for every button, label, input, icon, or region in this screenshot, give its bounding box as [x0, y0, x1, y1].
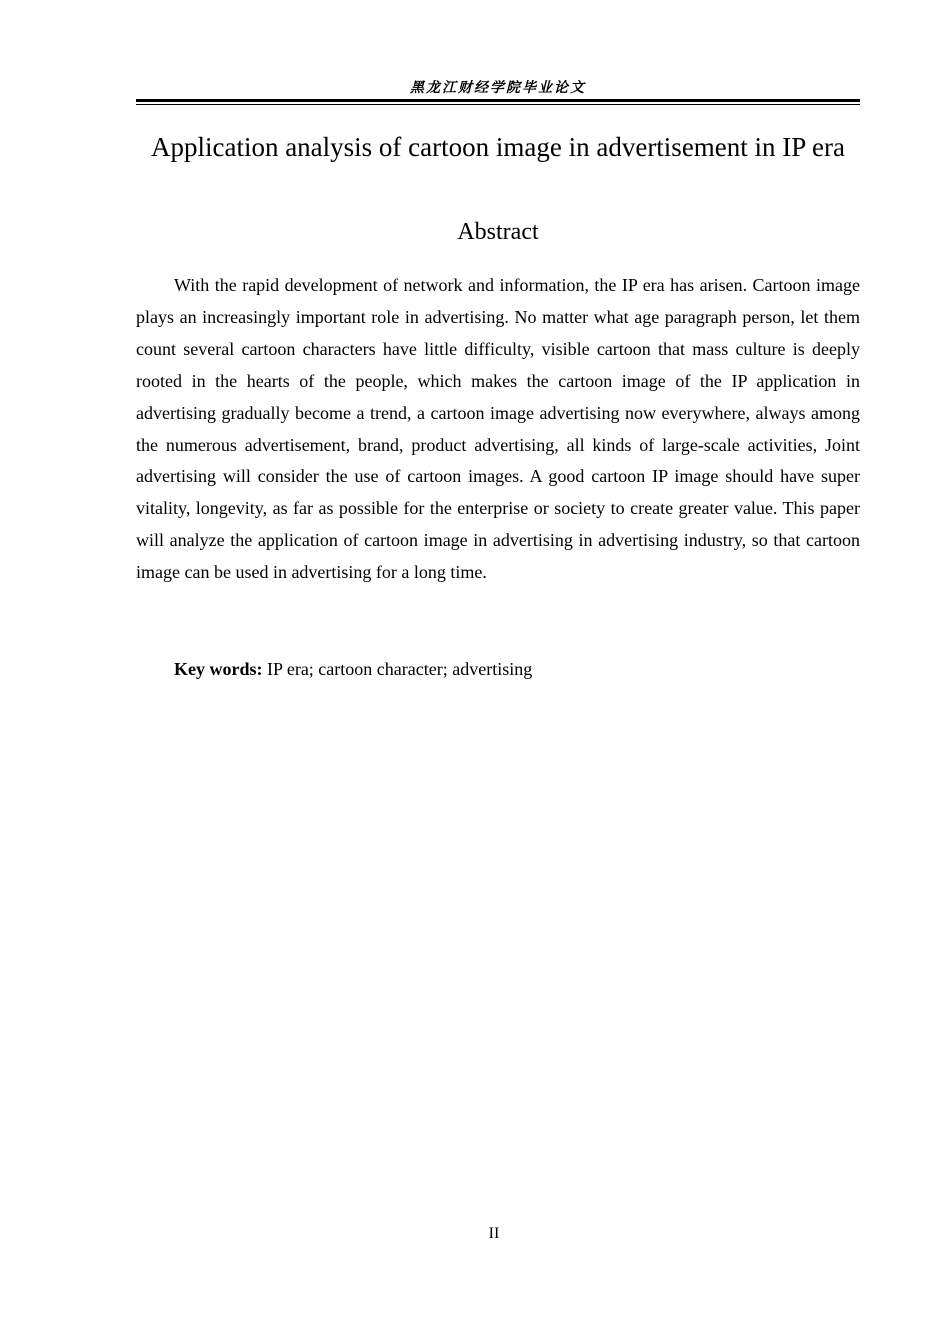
header-rule-thick — [136, 99, 860, 102]
running-header: 黑龙江财经学院毕业论文 — [410, 81, 586, 96]
keywords-line — [174, 654, 860, 684]
abstract-paragraph: With the rapid development of network and information, the IP era has arisen. Cartoon image plays an increasingly important role in advertising. No matter what age paragraph person, let them count several cartoon characters have little difficulty, visible cartoon that mass culture is deeply rooted in the hearts of the people, which makes the cartoon image of the IP application in advertising gradually become a trend, a cartoon image advertising now everywhere, always among the numerous advertisement, brand, product advertising, all kinds of large-scale activities, Joint advertising will consider the use of cartoon images. A good cartoon IP image should have super vitality, longevity, as far as possible for the enterprise or society to create greater value. This paper will analyze the application of cartoon image in advertising in advertising industry, so that cartoon image can be used in advertising for a long time. — [136, 275, 860, 583]
header-rule-thin — [136, 104, 860, 105]
paper-title: Application analysis of cartoon image in advertisement in IP era — [150, 132, 846, 162]
keywords-value: IP era; cartoon character; advertising — [262, 659, 533, 679]
keywords-label: Key words: — [174, 659, 263, 679]
abstract-heading: Abstract — [457, 219, 539, 245]
page-number: II — [488, 1225, 500, 1242]
